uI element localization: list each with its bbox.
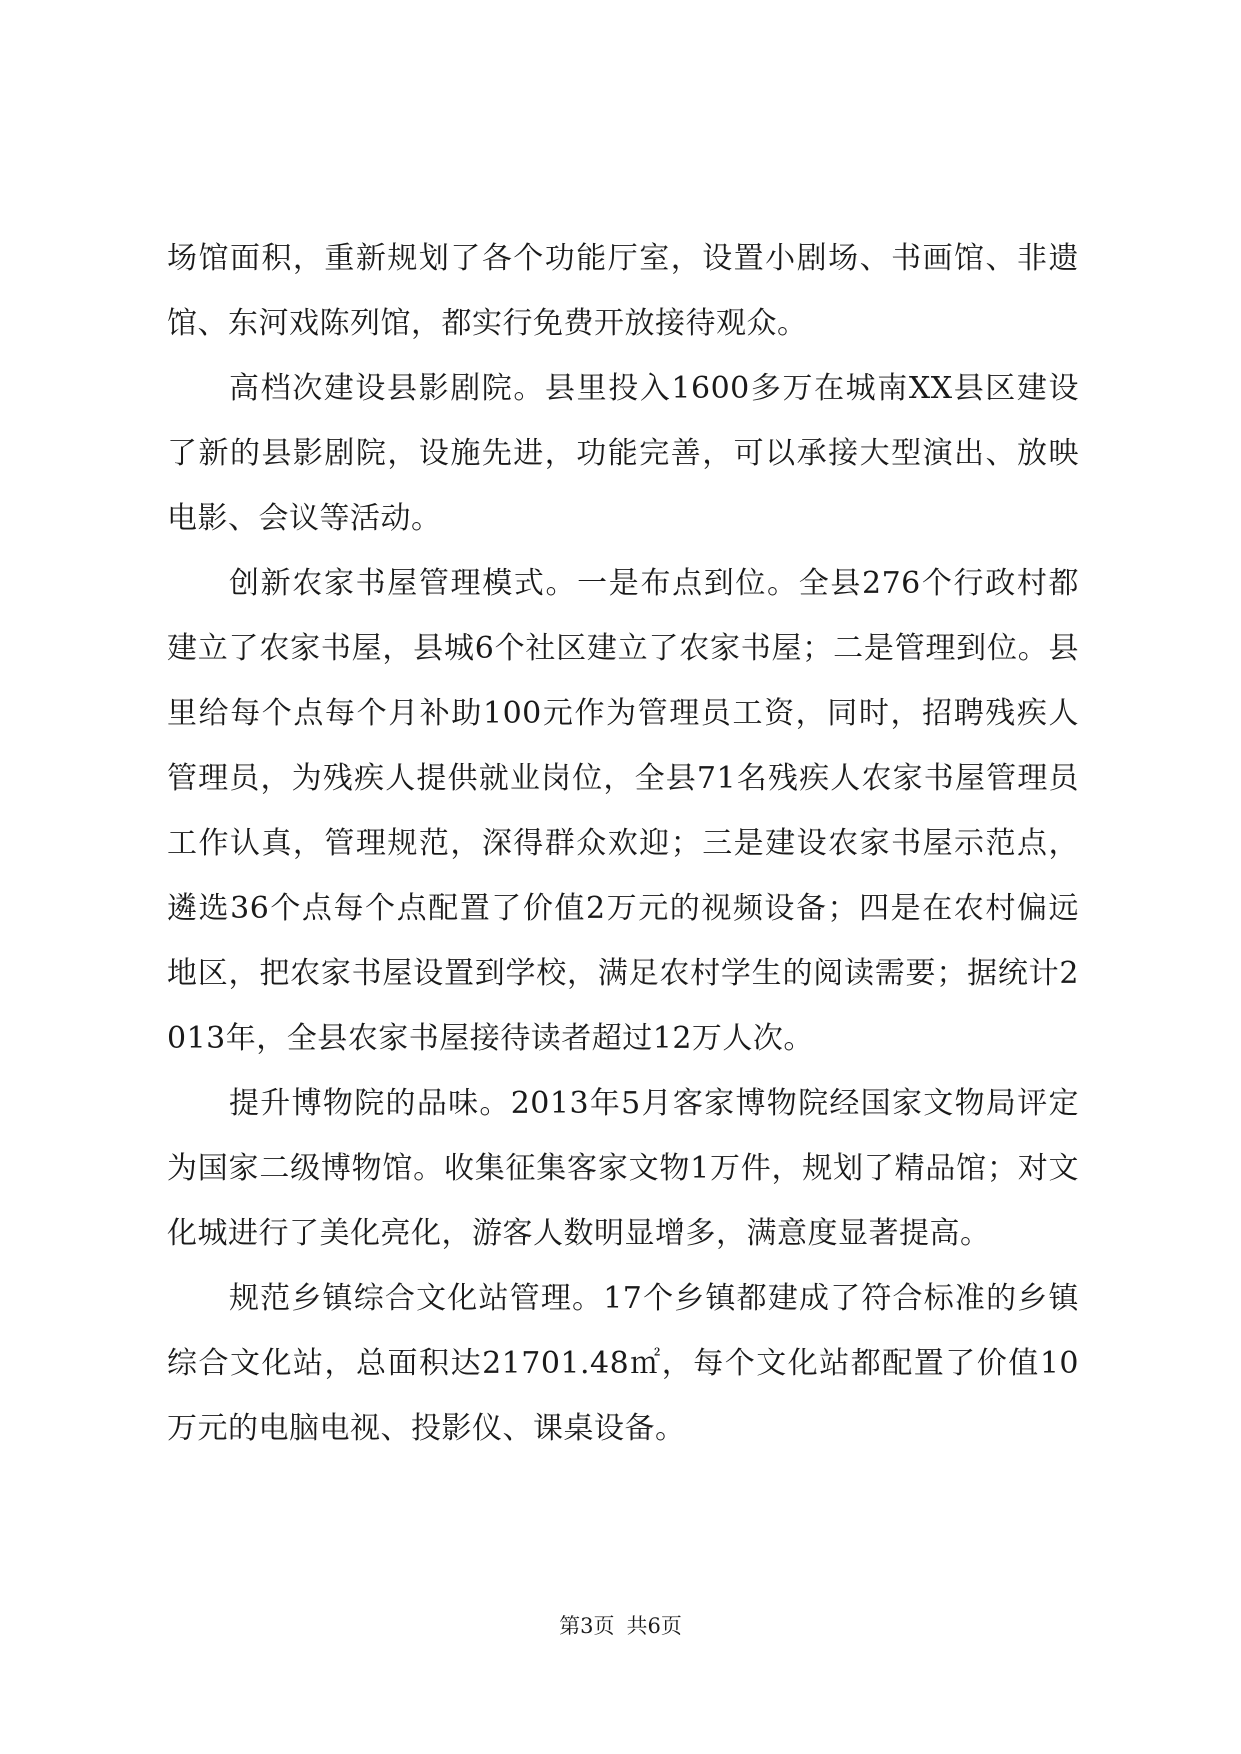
page-footer [0, 1612, 1241, 1640]
paragraph-continuation: 场馆面积，重新规划了各个功能厅室，设置小剧场、书画馆、非遗馆、东河戏陈列馆，都实行免费开放接待观众。 [167, 241, 1079, 341]
paragraph-museum: 提升博物院的品味。2013年5月客家博物院经国家文物局评定为国家二级博物馆。收集征集客家文物1万件，规划了精品馆；对文化城进行了美化亮化，游客人数明显增多，满意度显著提高。 [167, 1086, 1079, 1251]
paragraph-theater: 高档次建设县影剧院。县里投入1600多万在城南XX县区建设了新的县影剧院，设施先进，功能完善，可以承接大型演出、放映电影、会议等活动。 [167, 371, 1079, 536]
page-number-current: 第3页 [559, 1614, 615, 1638]
paragraph-culture-station: 规范乡镇综合文化站管理。17个乡镇都建成了符合标准的乡镇综合文化站，总面积达21701.48㎡，每个文化站都配置了价值10万元的电脑电视、投影仪、课桌设备。 [167, 1281, 1079, 1446]
page-number-total: 共6页 [626, 1614, 682, 1638]
paragraph-bookhouse: 创新农家书屋管理模式。一是布点到位。全县276个行政村都建立了农家书屋，县城6个社区建立了农家书屋；二是管理到位。县里给每个点每个月补助100元作为管理员工资，同时，招聘残疾人管理员，为残疾人提供就业岗位，全县71名残疾人农家书屋管理员工作认真，管理规范，深得群众欢迎；三是建设农家书屋示范点，遴选36个点每个点配置了价值2万元的视频设备；四是在农村偏远地区，把农家书屋设置到学校，满足农村学生的阅读需要；据统计2013年，全县农家书屋接待读者超过12万人次。 [167, 566, 1079, 1056]
document-body [167, 226, 1079, 1461]
